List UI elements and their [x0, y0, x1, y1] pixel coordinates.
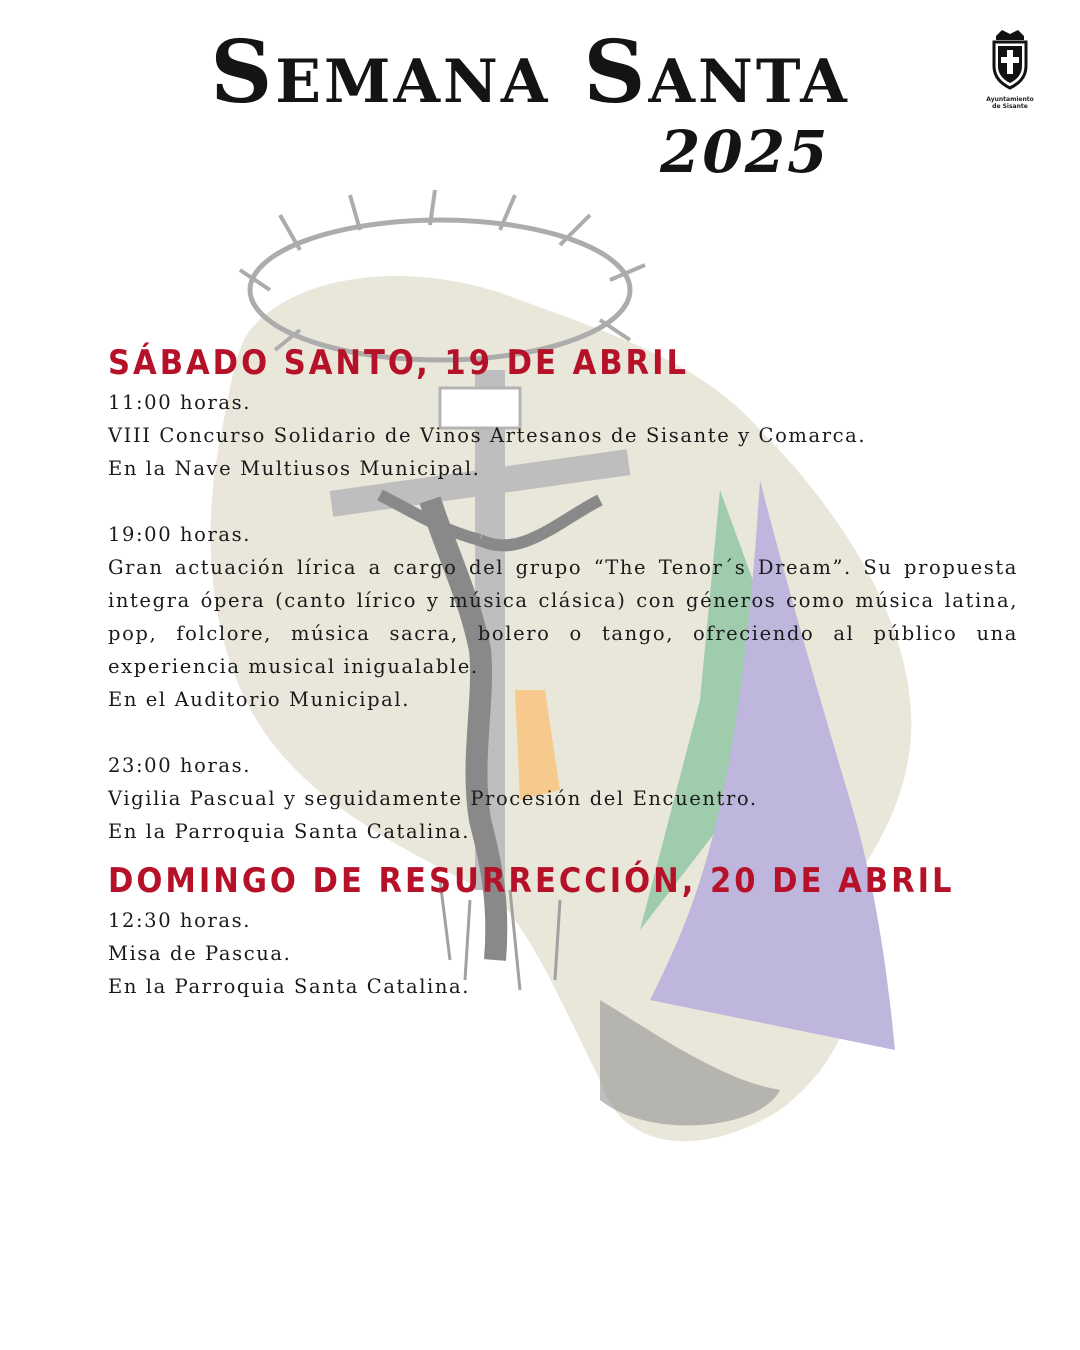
- event-2: [108, 518, 1018, 716]
- event-description: Misa de Pascua.: [108, 942, 292, 965]
- event-place: En la Parroquia Santa Catalina.: [108, 820, 471, 843]
- event-time: 23:00 horas.: [108, 754, 252, 777]
- event-3: [108, 749, 1018, 848]
- event-description: Vigilia Pascual y seguidamente Procesión del Encuentro.: [108, 787, 758, 810]
- coat-of-arms-icon: [988, 26, 1032, 92]
- event-4: [108, 904, 1018, 1003]
- event-description: Gran actuación lírica a cargo del grupo “The Tenor´s Dream”. Su propuesta integra ópera (canto lírico y música clásica) con géneros como música latina, pop, folclore, música sacra, bolero o tango, ofreciendo al público una experiencia musical inigualable.: [108, 556, 1018, 678]
- day-heading-sunday: DOMINGO DE RESURRECCIÓN, 20 DE ABRIL: [108, 861, 955, 901]
- event-time: 11:00 horas.: [108, 391, 252, 414]
- event-time: 12:30 horas.: [108, 909, 252, 932]
- event-1: [108, 386, 1018, 485]
- logo-text-line-2: de Sisante: [992, 103, 1028, 110]
- event-time: 19:00 horas.: [108, 523, 252, 546]
- title-text: Semana Santa: [210, 22, 850, 123]
- municipality-logo: [982, 26, 1038, 110]
- title-year: 2025: [660, 118, 830, 186]
- schedule: [108, 340, 1018, 1003]
- event-place: En la Nave Multiusos Municipal.: [108, 457, 481, 480]
- event-place: En el Auditorio Municipal.: [108, 688, 411, 711]
- day-heading-saturday: SÁBADO SANTO, 19 DE ABRIL: [108, 343, 689, 383]
- logo-text-line-1: Ayuntamiento: [986, 96, 1034, 103]
- event-place: En la Parroquia Santa Catalina.: [108, 975, 471, 998]
- poster-title: [0, 22, 1080, 186]
- event-description: VIII Concurso Solidario de Vinos Artesanos de Sisante y Comarca.: [108, 424, 867, 447]
